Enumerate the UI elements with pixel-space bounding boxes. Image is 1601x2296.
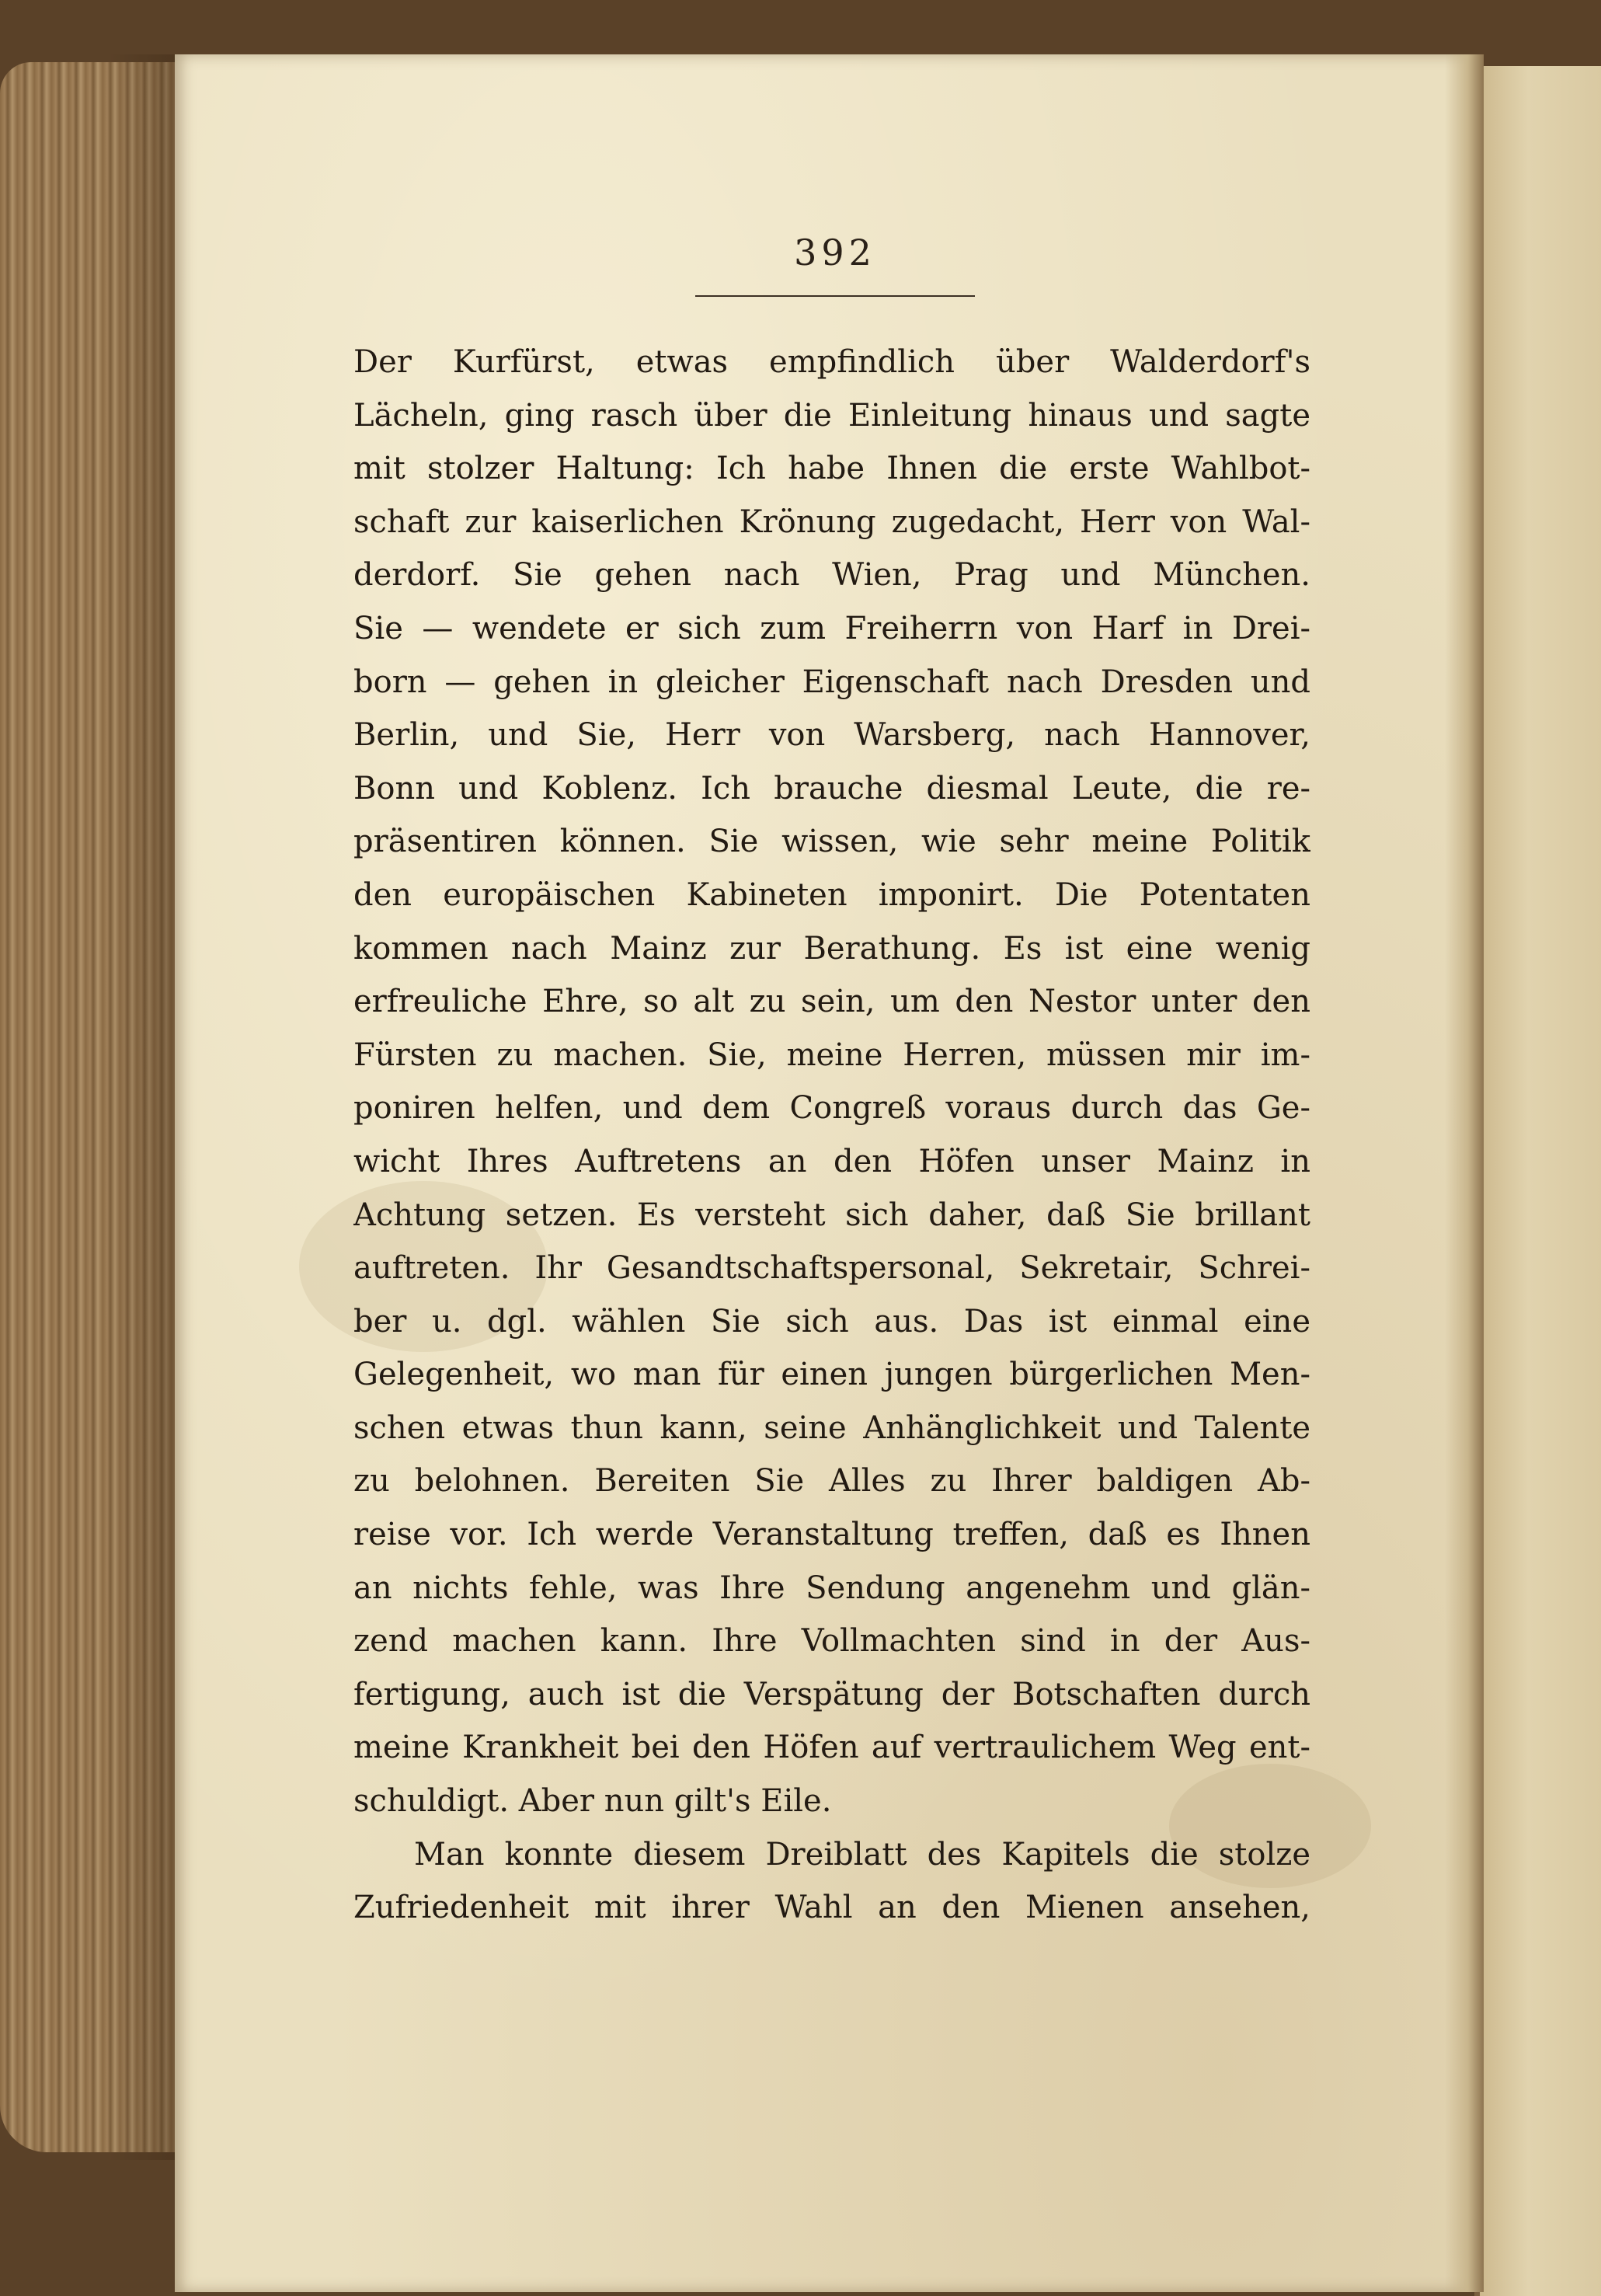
text-line: Achtung setzen. Es versteht sich daher, daß Sie brillant [353, 1197, 1310, 1233]
text-line: Berlin, und Sie, Herr von Warsberg, nach Hannover, [353, 717, 1310, 754]
text-line: Lächeln, ging rasch über die Einleitung hinaus und sagte [353, 397, 1310, 434]
text-line: präsentiren können. Sie wissen, wie sehr meine Politik [353, 824, 1310, 860]
text-line: born — gehen in gleicher Eigenschaft nach Dresden und [353, 664, 1310, 700]
text-line: Fürsten zu machen. Sie, meine Herren, müssen mir im- [353, 1037, 1310, 1073]
text-line: erfreuliche Ehre, so alt zu sein, um den Nestor unter den [353, 984, 1310, 1020]
page-number: 392 [794, 232, 876, 273]
text-line: Man konnte diesem Dreiblatt des Kapitels die stolze [414, 1836, 1310, 1873]
text-line: Zufriedenheit mit ihrer Wahl an den Mienen ansehen, [353, 1890, 1310, 1926]
text-line: ber u. dgl. wählen Sie sich aus. Das ist einmal eine [353, 1303, 1310, 1340]
body-text [353, 336, 1310, 1935]
text-line: zend machen kann. Ihre Vollmachten sind in der Aus- [353, 1623, 1310, 1660]
text-line: meine Krankheit bei den Höfen auf vertraulichem Weg ent- [353, 1730, 1310, 1766]
text-line: Sie — wendete er sich zum Freiherrn von Harf in Drei- [353, 610, 1310, 646]
next-page-sliver [1480, 66, 1601, 2296]
text-line: schen etwas thun kann, seine Anhänglichkeit und Talente [353, 1409, 1310, 1446]
text-line: derdorf. Sie gehen nach Wien, Prag und München. [353, 557, 1310, 594]
text-line: Gelegenheit, wo man für einen jungen bürgerlichen Men- [353, 1357, 1310, 1393]
header-rule [695, 295, 975, 297]
text-line: poniren helfen, und dem Congreß voraus durch das Ge- [353, 1090, 1310, 1127]
text-line: zu belohnen. Bereiten Sie Alles zu Ihrer baldigen Ab- [353, 1463, 1310, 1500]
text-line: reise vor. Ich werde Veranstaltung treffen, daß es Ihnen [353, 1517, 1310, 1553]
text-line: Der Kurfürst, etwas empfindlich über Walderdorf's [353, 344, 1310, 380]
text-line: Bonn und Koblenz. Ich brauche diesmal Leute, die re- [353, 770, 1310, 807]
text-line: wicht Ihres Auftretens an den Höfen unser Mainz in [353, 1143, 1310, 1179]
text-line: schuldigt. Aber nun gilt's Eile. [353, 1783, 832, 1820]
text-line: schaft zur kaiserlichen Krönung zugedacht, Herr von Wal- [353, 503, 1310, 540]
text-line: fertigung, auch ist die Verspätung der Botschaften durch [353, 1676, 1310, 1712]
text-line: mit stolzer Haltung: Ich habe Ihnen die erste Wahlbot- [353, 451, 1310, 487]
page-gutter [1445, 54, 1484, 2292]
text-line: auftreten. Ihr Gesandtschaftspersonal, Sekretair, Schrei- [353, 1250, 1310, 1287]
text-line: den europäischen Kabineten imponirt. Die Potentaten [353, 876, 1310, 913]
text-line: kommen nach Mainz zur Berathung. Es ist eine wenig [353, 930, 1310, 967]
text-line: an nichts fehle, was Ihre Sendung angenehm und glän- [353, 1570, 1310, 1606]
